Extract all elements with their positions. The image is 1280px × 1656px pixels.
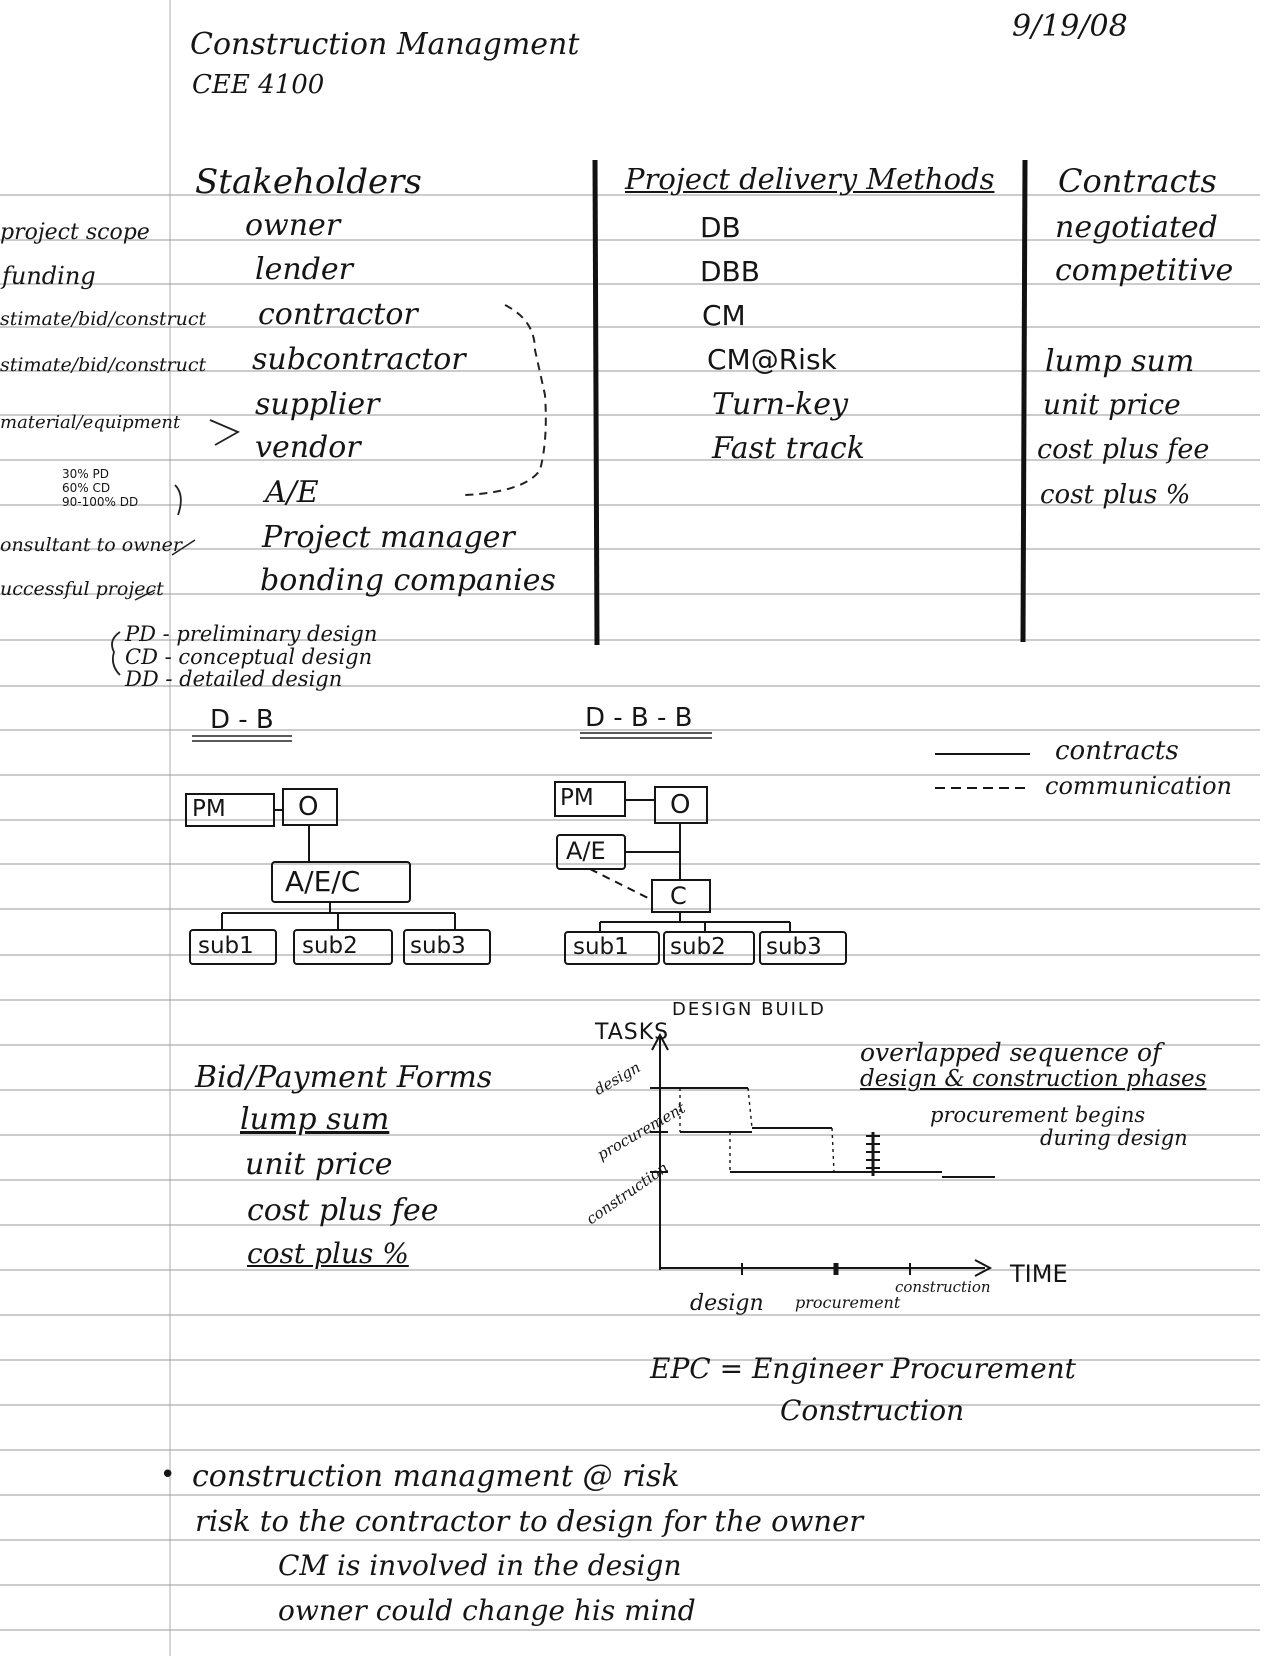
page-title: Construction Managment [190,27,580,62]
dbb-sub-label: sub3 [766,934,822,960]
chart-task-label: construction [582,1158,672,1229]
stakeholder-role: Project manager [262,520,515,555]
chart-phase-label: procurement [795,1293,901,1312]
delivery-method: Turn-key [712,387,849,422]
dbb-contractor-label: C [670,882,687,910]
delivery-method: Fast track [712,431,865,466]
contract-type: cost plus % [1040,480,1191,510]
db-sub-label: sub2 [302,933,358,959]
stakeholder-note: onsultant to owner [0,534,182,556]
design-phase-note: DD - detailed design [125,667,343,691]
course-code: CEE 4100 [192,70,325,100]
stakeholder-role: contractor [258,297,418,332]
epc-line-2: Construction [780,1394,965,1427]
delivery-method: CM@Risk [707,343,837,376]
dbb-communication-line [590,869,652,900]
ae-phase-note: 90-100% DD [62,495,139,509]
stakeholder-role: vendor [255,430,361,465]
db-owner-label: O [298,792,319,822]
chart-hatch-mark [866,1132,880,1176]
chart-x-label: TIME [1010,1260,1068,1288]
contract-type: competitive [1055,253,1234,288]
dashed-bracket [465,305,546,495]
design-phase-brace [112,632,120,675]
chart-task-label: procurement [594,1098,689,1164]
dbb-sub-label: sub2 [670,934,726,960]
bid-form-item: unit price [245,1147,393,1182]
stakeholder-role: bonding companies [260,563,556,598]
bid-form-item: lump sum [240,1102,390,1137]
epc-line-1: EPC = Engineer Procurement [650,1352,1076,1385]
bullet-icon: • [160,1460,176,1490]
stakeholders-heading: Stakeholders [195,162,422,202]
stakeholder-note: funding [2,262,96,290]
db-pm-label: PM [192,796,226,822]
design-phase-note: PD - preliminary design [125,622,378,646]
dbb-diagram-title: D - B - B [585,703,693,733]
stakeholder-role: subcontractor [252,342,466,377]
contract-type: lump sum [1045,344,1195,379]
delivery-method: DB [700,211,741,244]
cm-risk-title: construction managment @ risk [192,1459,680,1494]
chart-bars [662,1088,995,1177]
legend-contracts-label: contracts [1055,736,1179,766]
delivery-method: DBB [700,255,760,288]
db-sub-label: sub1 [198,933,254,959]
stakeholder-note: project scope [0,220,150,245]
page-date: 9/19/08 [1012,9,1128,44]
stakeholder-note: stimate/bid/construct [0,354,207,376]
dbb-sub-label: sub1 [573,934,629,960]
chart-note: design & construction phases [860,1066,1207,1092]
legend-communication-label: communication [1045,772,1232,800]
bid-forms-heading: Bid/Payment Forms [195,1060,493,1095]
db-aec-label: A/E/C [285,865,361,898]
delivery-method: CM [702,299,746,332]
chart-phase-label: construction [895,1278,991,1296]
stakeholder-role: A/E [265,475,319,510]
equipment-arrow [210,420,238,445]
delivery-methods-heading: Project delivery Methods [625,162,995,196]
contract-type: cost plus fee [1037,434,1210,465]
ae-phase-note: 30% PD [62,467,109,481]
stakeholder-role: supplier [255,387,380,422]
chart-title: DESIGN BUILD [672,999,826,1020]
ae-phase-note: 60% CD [62,481,111,495]
chart-task-label: design [591,1058,644,1099]
stakeholder-role: owner [245,208,341,243]
column-divider-2 [1023,160,1025,642]
dbb-owner-label: O [670,790,691,820]
phase-bracket [175,485,181,515]
cm-risk-line: risk to the contractor to design for the owner [195,1504,864,1538]
chart-note: overlapped sequence of [860,1038,1162,1067]
dbb-ae-label: A/E [566,837,606,865]
cm-risk-line: CM is involved in the design [278,1549,682,1582]
column-divider-1 [595,160,597,645]
chart-note: during design [1040,1126,1188,1150]
stakeholder-note: uccessful project [0,578,164,600]
contracts-heading: Contracts [1058,162,1217,200]
design-phase-note: CD - conceptual design [125,645,373,669]
cm-risk-line: owner could change his mind [278,1594,696,1627]
bid-form-item: cost plus fee [247,1193,439,1228]
chart-phase-label: design [690,1291,764,1316]
chart-y-label: TASKS [595,1020,670,1045]
chart-note: procurement begins [930,1103,1146,1127]
chart-dotted-guides [680,1088,834,1172]
db-sub-label: sub3 [410,933,466,959]
db-diagram-title: D - B [210,705,274,735]
dbb-pm-label: PM [560,785,594,811]
bid-form-item: cost plus % [247,1237,409,1270]
contract-type: unit price [1043,388,1181,421]
stakeholder-note: material/equipment [0,412,181,433]
contract-type: negotiated [1055,210,1218,245]
stakeholder-note: stimate/bid/construct [0,308,207,330]
stakeholder-role: lender [255,252,353,287]
